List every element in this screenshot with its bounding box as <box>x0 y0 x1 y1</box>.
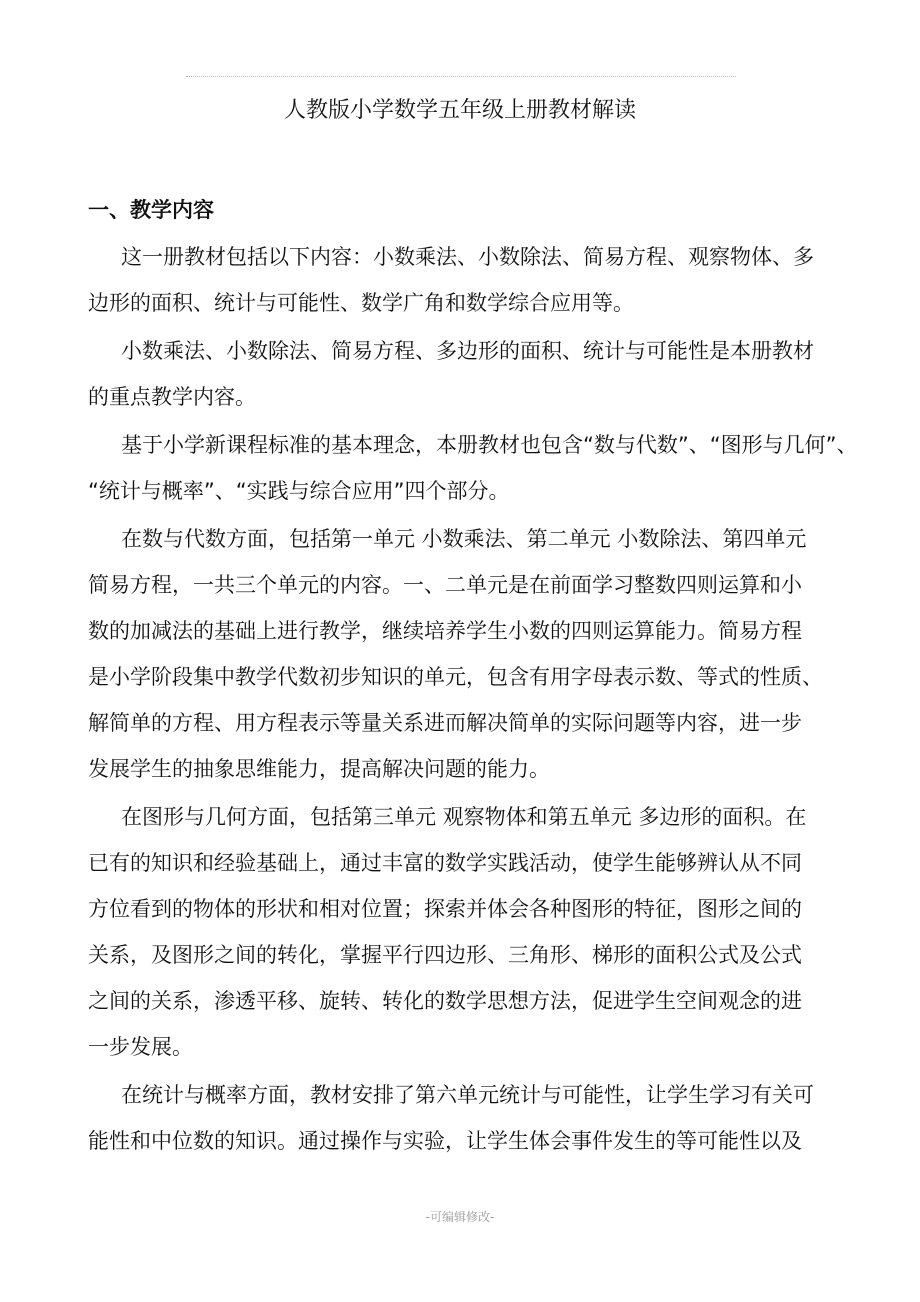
paragraph-line: 基于小学新课程标准的基本理念，本册教材也包含“数与代数”、“图形与几何”、 <box>121 433 858 457</box>
paragraph-line: 数的加减法的基础上进行教学，继续培养学生小数的四则运算能力。简易方程 <box>88 619 802 643</box>
paragraph-line: 之间的关系，渗透平移、旋转、转化的数学思想方法，促进学生空间观念的进 <box>88 989 802 1013</box>
paragraph-line: 关系，及图形之间的转化，掌握平行四边形、三角形、梯形的面积公式及公式 <box>88 943 802 967</box>
paragraphs <box>88 234 858 1164</box>
paragraph-line: 方位看到的物体的形状和相对位置；探索并体会各种图形的特征，图形之间的 <box>88 897 802 921</box>
paragraph-line: 边形的面积、统计与可能性、数学广角和数学综合应用等。 <box>88 291 634 315</box>
paragraph-line: 这一册教材包括以下内容：小数乘法、小数除法、简易方程、观察物体、多 <box>121 245 814 269</box>
paragraph-line: 在统计与概率方面，教材安排了第六单元统计与可能性，让学生学习有关可 <box>121 1083 814 1107</box>
paragraph-line: “统计与概率”、“实践与综合应用”四个部分。 <box>88 479 510 503</box>
paragraph <box>88 1072 838 1164</box>
paragraph-line: 一步发展。 <box>88 1035 193 1059</box>
paragraph <box>88 328 838 420</box>
paragraph-line: 小数乘法、小数除法、简易方程、多边形的面积、统计与可能性是本册教材 <box>121 339 814 363</box>
paragraph <box>88 794 838 1070</box>
paragraph-line: 已有的知识和经验基础上，通过丰富的数学实践活动，使学生能够辨认从不同 <box>88 851 802 875</box>
paragraph-line: 在数与代数方面，包括第一单元 小数乘法、第二单元 小数除法、第四单元 <box>121 527 807 551</box>
paragraph-line: 解简单的方程、用方程表示等量关系进而解决简单的实际问题等内容，进一步 <box>88 711 802 735</box>
paragraph-line: 在图形与几何方面，包括第三单元 观察物体和第五单元 多边形的面积。在 <box>121 805 807 829</box>
header-divider <box>186 76 736 77</box>
paragraph <box>88 422 858 514</box>
paragraph-line: 的重点教学内容。 <box>88 385 256 409</box>
paragraph <box>88 516 838 792</box>
paragraph-line: 发展学生的抽象思维能力，提高解决问题的能力。 <box>88 757 550 781</box>
paragraph-line: 是小学阶段集中教学代数初步知识的单元，包含有用字母表示数、等式的性质、 <box>88 665 823 689</box>
section-heading: 一、教学内容 <box>88 198 214 222</box>
document-title: 人教版小学数学五年级上册教材解读 <box>283 98 636 123</box>
document-body <box>88 190 858 1166</box>
paragraph-line: 能性和中位数的知识。通过操作与实验，让学生体会事件发生的等可能性以及 <box>88 1129 802 1153</box>
paragraph-line: 简易方程，一共三个单元的内容。一、二单元是在前面学习整数四则运算和小 <box>88 573 802 597</box>
page-footer: -可编辑修改- <box>425 1210 495 1224</box>
paragraph <box>88 234 838 326</box>
